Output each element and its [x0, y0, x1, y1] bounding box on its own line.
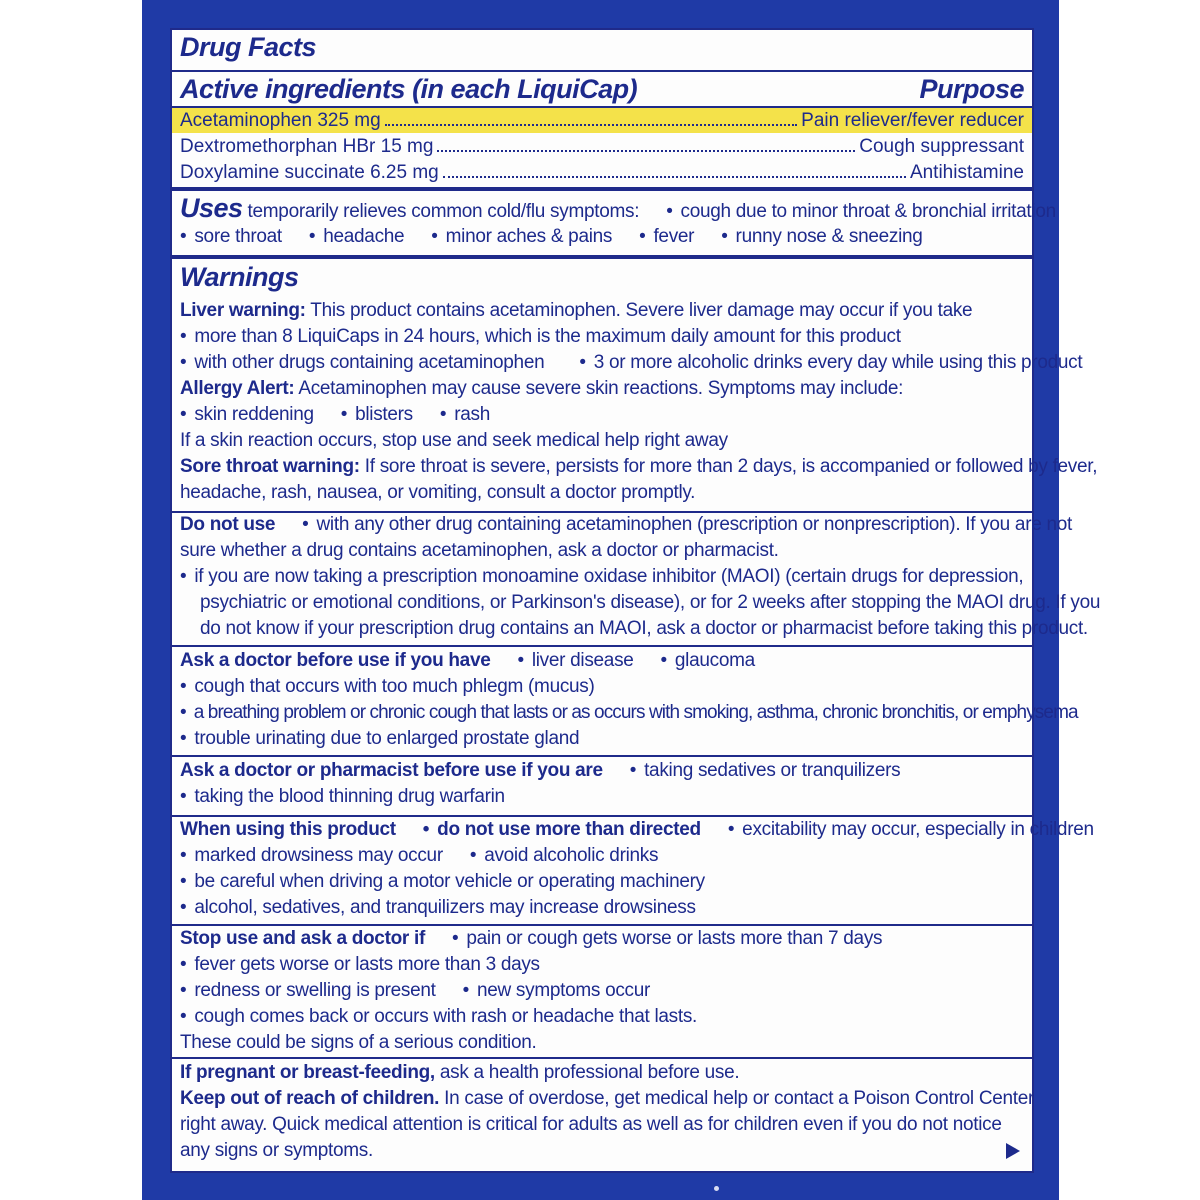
list-item: • redness or swelling is present — [180, 980, 436, 1001]
divider — [172, 255, 1032, 259]
list-item: • avoid alcoholic drinks — [470, 845, 658, 866]
list-item: • trouble urinating due to enlarged prostate gland — [180, 728, 579, 749]
uses-heading: Uses — [180, 193, 243, 223]
list-item: • rash — [440, 404, 490, 425]
allergy-followup: If a skin reaction occurs, stop use and seek medical help right away — [180, 430, 728, 451]
list-item: • fever gets worse or lasts more than 3 days — [180, 954, 540, 975]
list-item: • fever — [639, 226, 694, 247]
list-item: • cough due to minor throat & bronchial irritation — [666, 201, 1056, 222]
continue-arrow-icon — [1006, 1143, 1020, 1159]
leader-dots — [385, 124, 797, 126]
list-item: • marked drowsiness may occur — [180, 845, 443, 866]
ask-doctor-label: Ask a doctor before use if you have — [180, 650, 491, 671]
list-item: • pain or cough gets worse or lasts more than 7 days — [452, 928, 882, 949]
list-item: • taking sedatives or tranquilizers — [630, 760, 901, 781]
allergy-alert-label: Allergy Alert: — [180, 378, 295, 399]
purpose-heading: Purpose — [919, 74, 1024, 104]
divider — [172, 924, 1032, 926]
uses-section — [180, 193, 1056, 253]
do-not-use-label: Do not use — [180, 514, 276, 535]
ingredient-name: Acetaminophen 325 mg — [180, 109, 381, 131]
ingredient-purpose: Cough suppressant — [859, 135, 1024, 157]
list-item: • blisters — [341, 404, 413, 425]
keep-out-text-cont: right away. Quick medical attention is critical for adults as well as for children even if you do not notice — [180, 1114, 1002, 1135]
ingredient-name: Dextromethorphan HBr 15 mg — [180, 135, 434, 157]
list-item-cont: sure whether a drug contains acetaminophen, ask a doctor or pharmacist. — [180, 540, 779, 561]
pregnancy-children-section — [180, 1062, 1035, 1166]
drug-facts-panel — [170, 28, 1101, 1173]
ingredient-row — [172, 108, 1032, 133]
divider — [172, 755, 1032, 757]
list-item: • skin reddening — [180, 404, 314, 425]
list-item: • liver disease — [517, 650, 633, 671]
ask-pharmacist-section — [180, 760, 1024, 812]
divider — [172, 1057, 1032, 1059]
list-item: • cough comes back or occurs with rash or headache that lasts. — [180, 1006, 697, 1027]
pregnant-text: ask a health professional before use. — [439, 1062, 740, 1083]
list-item: • if you are now taking a prescription monoamine oxidase inhibitor (MAOI) (certain drugs for depression, — [180, 566, 1023, 587]
divider — [172, 815, 1032, 817]
list-item-cont: psychiatric or emotional conditions, or Parkinson's disease), or for 2 weeks after stopping the MAOI drug. If you — [200, 592, 1101, 613]
when-using-label: When using this product — [180, 819, 396, 840]
leader-dots — [437, 150, 855, 152]
ingredient-row — [180, 160, 1024, 185]
liver-warning-text: This product contains acetaminophen. Severe liver damage may occur if you take — [310, 300, 973, 321]
ask-pharmacist-label: Ask a doctor or pharmacist before use if you are — [180, 760, 603, 781]
stop-use-label: Stop use and ask a doctor if — [180, 928, 425, 949]
list-item: • with other drugs containing acetaminophen — [180, 352, 544, 373]
when-using-section — [180, 819, 1094, 923]
divider — [172, 511, 1032, 513]
list-item: • headache — [309, 226, 404, 247]
list-item: • more than 8 LiquiCaps in 24 hours, which is the maximum daily amount for this product — [180, 326, 901, 347]
allergy-alert-text: Acetaminophen may cause severe skin reactions. Symptoms may include: — [298, 378, 904, 399]
stop-use-section — [180, 928, 1024, 1058]
divider — [172, 187, 1032, 191]
list-item: • a breathing problem or chronic cough that lasts or as occurs with smoking, asthma, chronic bronchitis, or emphysema — [180, 702, 1078, 723]
list-item: • alcohol, sedatives, and tranquilizers may increase drowsiness — [180, 897, 696, 918]
ingredients-table — [180, 108, 1024, 186]
list-item: • sore throat — [180, 226, 282, 247]
pregnant-label: If pregnant or breast-feeding, — [180, 1062, 435, 1083]
decorative-dot — [714, 1186, 719, 1191]
list-item: • do not use more than directed — [423, 819, 701, 840]
uses-intro: temporarily relieves common cold/flu symptoms: — [247, 201, 640, 222]
warnings-section — [180, 262, 1098, 510]
sore-throat-label: Sore throat warning: — [180, 456, 360, 477]
active-ingredients-header — [180, 74, 1024, 102]
ingredient-row — [180, 134, 1024, 159]
list-item: • be careful when driving a motor vehicle or operating machinery — [180, 871, 705, 892]
ingredient-purpose: Pain reliever/fever reducer — [801, 109, 1024, 131]
keep-out-label: Keep out of reach of children. — [180, 1088, 440, 1109]
divider — [172, 645, 1032, 647]
ingredient-name: Doxylamine succinate 6.25 mg — [180, 161, 439, 183]
list-item-cont: do not know if your prescription drug contains an MAOI, ask a doctor or pharmacist before taking this product. — [200, 618, 1088, 639]
do-not-use-section — [180, 514, 1101, 644]
leader-dots — [443, 176, 906, 178]
list-item: • glaucoma — [661, 650, 755, 671]
list-item: • 3 or more alcoholic drinks every day while using this product — [579, 352, 1082, 373]
warnings-heading: Warnings — [180, 262, 299, 292]
divider — [172, 70, 1032, 72]
sore-throat-text-cont: headache, rash, nausea, or vomiting, consult a doctor promptly. — [180, 482, 696, 503]
ask-doctor-section — [180, 650, 1078, 754]
ingredient-purpose: Antihistamine — [909, 161, 1024, 183]
sore-throat-text: If sore throat is severe, persists for more than 2 days, is accompanied or followed by fever, — [364, 456, 1098, 477]
list-item: • taking the blood thinning drug warfarin — [180, 786, 505, 807]
keep-out-text: In case of overdose, get medical help or contact a Poison Control Center — [444, 1088, 1035, 1109]
list-item: • excitability may occur, especially in children — [728, 819, 1094, 840]
keep-out-text-cont: any signs or symptoms. — [180, 1140, 373, 1161]
liver-warning-label: Liver warning: — [180, 300, 306, 321]
active-ingredients-heading: Active ingredients (in each LiquiCap) — [180, 74, 638, 104]
list-item: • with any other drug containing acetaminophen (prescription or nonprescription). If you are not — [302, 514, 1072, 535]
list-item: • runny nose & sneezing — [721, 226, 922, 247]
list-item: • new symptoms occur — [463, 980, 650, 1001]
list-item: • minor aches & pains — [431, 226, 612, 247]
stop-use-note: These could be signs of a serious condition. — [180, 1032, 537, 1053]
drug-facts-title: Drug Facts — [180, 32, 317, 62]
list-item: • cough that occurs with too much phlegm (mucus) — [180, 676, 595, 697]
